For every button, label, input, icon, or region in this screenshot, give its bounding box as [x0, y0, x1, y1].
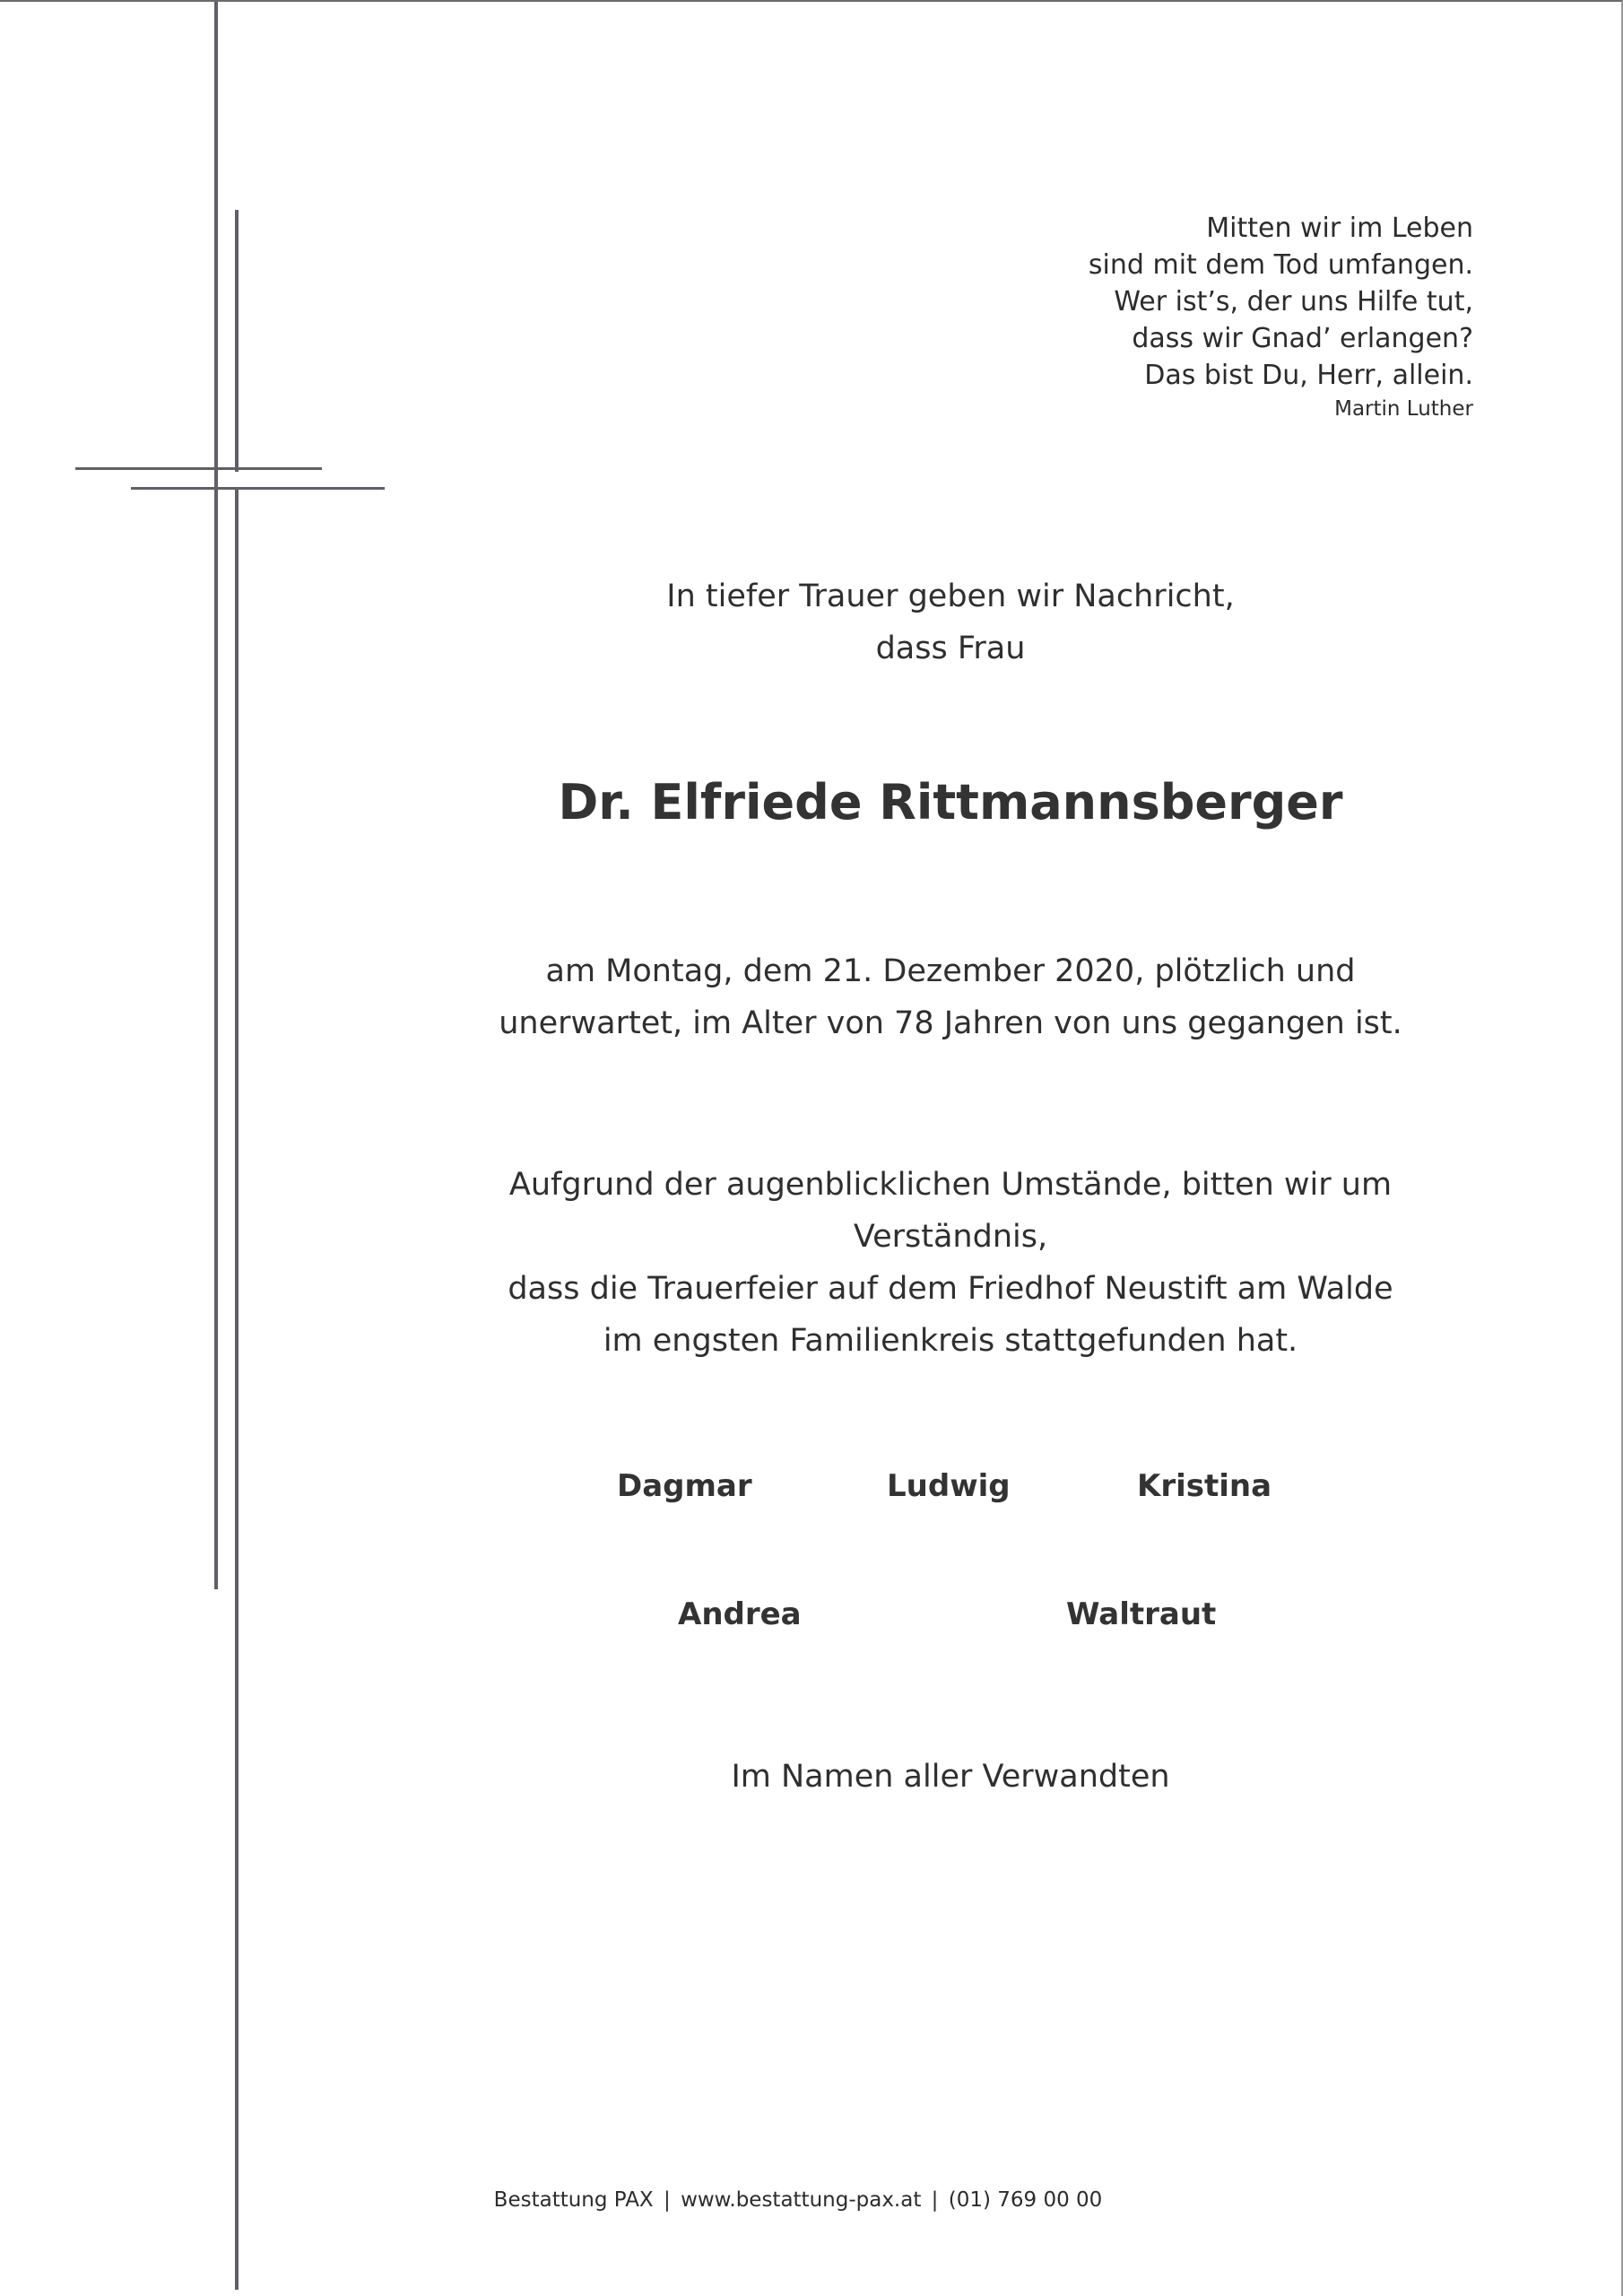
quote-line: Wer ist’s, der uns Hilfe tut,: [1114, 286, 1473, 317]
cross-horizontal-lower: [131, 487, 385, 490]
notice-line: im engsten Familienkreis stattgefunden hat.: [603, 1323, 1298, 1359]
footer-phone[interactable]: (01) 769 00 00: [948, 2188, 1103, 2212]
deceased-name: Dr. Elfriede Rittmannsberger: [558, 774, 1343, 831]
quote-line: sind mit dem Tod umfangen.: [1088, 249, 1473, 281]
quote-line: Das bist Du, Herr, allein.: [1144, 360, 1473, 391]
intro-line: dass Frau: [875, 631, 1026, 666]
cross-vertical-lower: [235, 487, 239, 2290]
footer: [484, 2188, 1112, 2212]
mourner-name: Waltraut: [1066, 1596, 1217, 1632]
quote-author: Martin Luther: [1334, 397, 1473, 421]
footer-company: Bestattung PAX: [493, 2188, 654, 2212]
cross-frame-line-left: [214, 2, 218, 1589]
intro-line: In tiefer Trauer geben wir Nachricht,: [666, 578, 1235, 614]
mourner-name: Ludwig: [887, 1468, 1011, 1504]
passing-line: am Montag, dem 21. Dezember 2020, plötzlich und: [545, 953, 1356, 989]
passing-details: [412, 945, 1488, 1049]
notice-line: dass die Trauerfeier auf dem Friedhof Neustift am Walde: [508, 1271, 1393, 1307]
mourner-name: Andrea: [678, 1596, 802, 1632]
quote-line: Mitten wir im Leben: [1206, 213, 1473, 244]
footer-separator: |: [664, 2188, 671, 2212]
footer-separator: |: [931, 2188, 939, 2212]
cross-horizontal-upper: [75, 467, 322, 470]
announcement-intro: [412, 570, 1488, 674]
passing-line: unerwartet, im Alter von 78 Jahren von uns gegangen ist.: [499, 1005, 1402, 1041]
notice-line: Aufgrund der augenblicklichen Umstände, bitten wir um Verständnis,: [508, 1167, 1393, 1255]
closing-signature: Im Namen aller Verwandten: [731, 1759, 1170, 1795]
footer-website-link[interactable]: www.bestattung-pax.at: [681, 2188, 922, 2212]
funeral-notice: [412, 1159, 1488, 1367]
mourner-name: Kristina: [1137, 1468, 1272, 1504]
luther-quote: [846, 210, 1473, 424]
mourner-name: Dagmar: [617, 1468, 752, 1504]
quote-line: dass wir Gnad’ erlangen?: [1132, 323, 1473, 354]
cross-vertical-upper: [235, 210, 239, 472]
